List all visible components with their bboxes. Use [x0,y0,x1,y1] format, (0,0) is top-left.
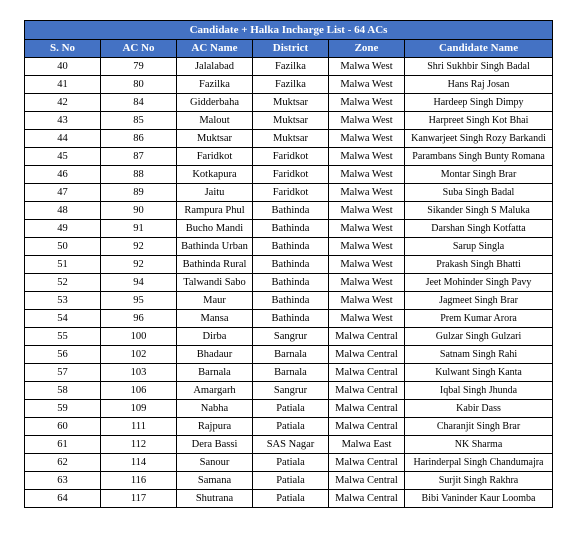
cell-district: Barnala [253,364,329,382]
cell-zone: Malwa West [329,94,405,112]
cell-sno: 52 [25,274,101,292]
cell-ac-no: 114 [101,454,177,472]
cell-district: Patiala [253,400,329,418]
cell-ac-name: Dera Bassi [177,436,253,454]
table-row [25,400,553,418]
cell-ac-no: 92 [101,256,177,274]
table-row [25,310,553,328]
cell-district: Barnala [253,346,329,364]
cell-zone: Malwa West [329,130,405,148]
cell-sno: 41 [25,76,101,94]
cell-ac-no: 86 [101,130,177,148]
cell-zone: Malwa West [329,184,405,202]
cell-ac-name: Fazilka [177,76,253,94]
cell-ac-name: Amargarh [177,382,253,400]
column-header-district: District [253,40,329,58]
table-row [25,130,553,148]
cell-sno: 56 [25,346,101,364]
cell-ac-no: 90 [101,202,177,220]
table-row [25,202,553,220]
table-row [25,490,553,508]
cell-district: Patiala [253,418,329,436]
table-row [25,220,553,238]
table-row [25,436,553,454]
table-row [25,256,553,274]
column-header-ac-no: AC No [101,40,177,58]
cell-sno: 62 [25,454,101,472]
cell-sno: 47 [25,184,101,202]
cell-ac-no: 109 [101,400,177,418]
cell-district: Patiala [253,454,329,472]
cell-district: Bathinda [253,256,329,274]
table-row [25,418,553,436]
cell-sno: 55 [25,328,101,346]
cell-zone: Malwa West [329,76,405,94]
cell-ac-no: 88 [101,166,177,184]
cell-district: Bathinda [253,238,329,256]
cell-sno: 63 [25,472,101,490]
cell-candidate-name: Harinderpal Singh Chandumajra [405,454,553,472]
cell-district: Bathinda [253,202,329,220]
table-row [25,94,553,112]
table-row [25,328,553,346]
cell-candidate-name: Darshan Singh Kotfatta [405,220,553,238]
cell-sno: 48 [25,202,101,220]
table-row [25,238,553,256]
cell-zone: Malwa Central [329,364,405,382]
cell-district: Muktsar [253,94,329,112]
cell-candidate-name: NK Sharma [405,436,553,454]
cell-sno: 57 [25,364,101,382]
cell-candidate-name: Sarup Singla [405,238,553,256]
cell-zone: Malwa West [329,274,405,292]
cell-district: Patiala [253,472,329,490]
table-row [25,148,553,166]
cell-ac-no: 117 [101,490,177,508]
cell-ac-no: 111 [101,418,177,436]
cell-candidate-name: Bibi Vaninder Kaur Loomba [405,490,553,508]
cell-candidate-name: Jagmeet Singh Brar [405,292,553,310]
cell-ac-name: Barnala [177,364,253,382]
cell-zone: Malwa Central [329,346,405,364]
cell-ac-no: 103 [101,364,177,382]
table-row [25,364,553,382]
cell-sno: 50 [25,238,101,256]
cell-ac-name: Mansa [177,310,253,328]
cell-ac-name: Jaitu [177,184,253,202]
cell-zone: Malwa Central [329,328,405,346]
cell-ac-no: 100 [101,328,177,346]
cell-sno: 44 [25,130,101,148]
cell-district: Faridkot [253,166,329,184]
cell-ac-no: 91 [101,220,177,238]
cell-candidate-name: Parambans Singh Bunty Romana [405,148,553,166]
cell-ac-name: Kotkapura [177,166,253,184]
cell-zone: Malwa West [329,202,405,220]
cell-district: Sangrur [253,328,329,346]
cell-ac-name: Bhadaur [177,346,253,364]
cell-sno: 46 [25,166,101,184]
cell-district: SAS Nagar [253,436,329,454]
cell-zone: Malwa West [329,238,405,256]
cell-candidate-name: Kabir Dass [405,400,553,418]
table-row [25,76,553,94]
column-header-ac-name: AC Name [177,40,253,58]
cell-district: Sangrur [253,382,329,400]
cell-zone: Malwa Central [329,400,405,418]
cell-ac-name: Faridkot [177,148,253,166]
cell-ac-name: Maur [177,292,253,310]
cell-ac-no: 80 [101,76,177,94]
cell-district: Bathinda [253,310,329,328]
cell-zone: Malwa West [329,310,405,328]
cell-candidate-name: Montar Singh Brar [405,166,553,184]
cell-ac-name: Rampura Phul [177,202,253,220]
cell-ac-name: Nabha [177,400,253,418]
cell-sno: 53 [25,292,101,310]
cell-ac-no: 95 [101,292,177,310]
cell-zone: Malwa West [329,58,405,76]
cell-sno: 60 [25,418,101,436]
cell-candidate-name: Prem Kumar Arora [405,310,553,328]
cell-sno: 59 [25,400,101,418]
cell-candidate-name: Surjit Singh Rakhra [405,472,553,490]
cell-sno: 54 [25,310,101,328]
table-row [25,292,553,310]
cell-ac-no: 96 [101,310,177,328]
cell-zone: Malwa Central [329,490,405,508]
cell-district: Bathinda [253,274,329,292]
cell-ac-name: Malout [177,112,253,130]
cell-candidate-name: Sikander Singh S Maluka [405,202,553,220]
cell-ac-no: 89 [101,184,177,202]
table-header-row [25,40,553,58]
table-row [25,274,553,292]
cell-district: Fazilka [253,58,329,76]
table-title-row [25,21,553,40]
cell-ac-name: Bucho Mandi [177,220,253,238]
cell-candidate-name: Iqbal Singh Jhunda [405,382,553,400]
table-row [25,58,553,76]
cell-ac-name: Bathinda Rural [177,256,253,274]
column-header-zone: Zone [329,40,405,58]
cell-ac-no: 102 [101,346,177,364]
cell-zone: Malwa West [329,112,405,130]
cell-ac-name: Dirba [177,328,253,346]
cell-zone: Malwa West [329,166,405,184]
cell-candidate-name: Suba Singh Badal [405,184,553,202]
cell-ac-no: 116 [101,472,177,490]
cell-candidate-name: Kanwarjeet Singh Rozy Barkandi [405,130,553,148]
cell-sno: 49 [25,220,101,238]
cell-sno: 42 [25,94,101,112]
cell-candidate-name: Hans Raj Josan [405,76,553,94]
cell-zone: Malwa Central [329,418,405,436]
cell-sno: 45 [25,148,101,166]
cell-ac-no: 112 [101,436,177,454]
cell-sno: 61 [25,436,101,454]
cell-candidate-name: Harpreet Singh Kot Bhai [405,112,553,130]
cell-ac-no: 85 [101,112,177,130]
cell-ac-name: Talwandi Sabo [177,274,253,292]
cell-ac-name: Muktsar [177,130,253,148]
cell-ac-no: 87 [101,148,177,166]
cell-ac-name: Bathinda Urban [177,238,253,256]
cell-ac-name: Gidderbaha [177,94,253,112]
cell-ac-no: 94 [101,274,177,292]
candidate-table-container [24,20,552,508]
cell-zone: Malwa West [329,292,405,310]
table-row [25,184,553,202]
candidate-table [24,20,553,508]
cell-zone: Malwa Central [329,382,405,400]
cell-district: Bathinda [253,220,329,238]
cell-ac-no: 106 [101,382,177,400]
table-row [25,166,553,184]
cell-district: Muktsar [253,112,329,130]
cell-district: Faridkot [253,184,329,202]
cell-zone: Malwa West [329,256,405,274]
column-header-candidate-name: Candidate Name [405,40,553,58]
cell-candidate-name: Satnam Singh Rahi [405,346,553,364]
cell-ac-name: Sanour [177,454,253,472]
cell-candidate-name: Shri Sukhbir Singh Badal [405,58,553,76]
cell-candidate-name: Charanjit Singh Brar [405,418,553,436]
cell-district: Muktsar [253,130,329,148]
cell-candidate-name: Kulwant Singh Kanta [405,364,553,382]
cell-ac-no: 92 [101,238,177,256]
table-row [25,346,553,364]
table-row [25,454,553,472]
cell-candidate-name: Gulzar Singh Gulzari [405,328,553,346]
cell-zone: Malwa West [329,220,405,238]
column-header-sno: S. No [25,40,101,58]
cell-ac-name: Rajpura [177,418,253,436]
table-body [25,58,553,508]
cell-candidate-name: Jeet Mohinder Singh Pavy [405,274,553,292]
cell-district: Patiala [253,490,329,508]
cell-district: Bathinda [253,292,329,310]
cell-candidate-name: Hardeep Singh Dimpy [405,94,553,112]
table-row [25,382,553,400]
cell-zone: Malwa West [329,148,405,166]
cell-ac-name: Shutrana [177,490,253,508]
cell-district: Fazilka [253,76,329,94]
cell-district: Faridkot [253,148,329,166]
cell-ac-no: 84 [101,94,177,112]
cell-zone: Malwa Central [329,454,405,472]
cell-sno: 43 [25,112,101,130]
cell-sno: 64 [25,490,101,508]
cell-sno: 58 [25,382,101,400]
cell-candidate-name: Prakash Singh Bhatti [405,256,553,274]
cell-ac-name: Samana [177,472,253,490]
table-row [25,112,553,130]
cell-sno: 51 [25,256,101,274]
table-row [25,472,553,490]
cell-ac-no: 79 [101,58,177,76]
cell-sno: 40 [25,58,101,76]
cell-zone: Malwa Central [329,472,405,490]
cell-zone: Malwa East [329,436,405,454]
table-title: Candidate + Halka Incharge List - 64 ACs [25,21,553,40]
cell-ac-name: Jalalabad [177,58,253,76]
